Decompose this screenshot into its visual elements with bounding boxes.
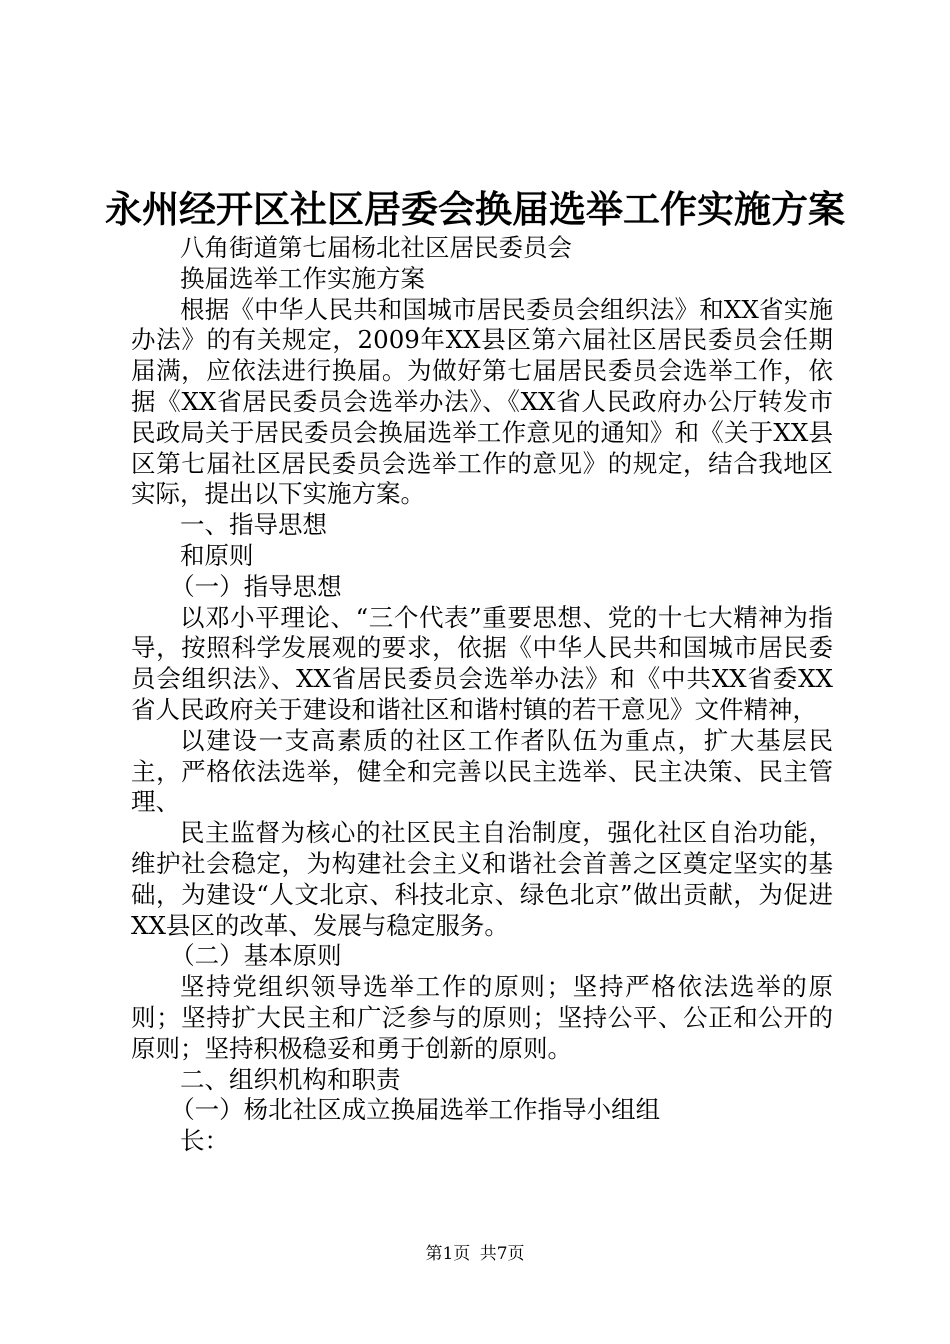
paragraph-principles: 坚持党组织领导选举工作的原则；坚持严格依法选举的原则；坚持扩大民主和广泛参与的原则；坚持公平、公正和公开的原则；坚持积极稳妥和勇于创新的原则。	[131, 972, 833, 1063]
paragraph-guiding-thought: 以邓小平理论、“三个代表”重要思想、党的十七大精神为指导，按照科学发展观的要求，依据《中华人民共和国城市居民委员会组织法》、XX省居民委员会选举办法》和《中共XX省委XX省人民政府关于建设和谐社区和谐村镇的若干意见》文件精神，	[131, 602, 833, 724]
paragraph-intro: 根据《中华人民共和国城市居民委员会组织法》和XX省实施办法》的有关规定，2009年XX县区第六届社区居民委员会任期届满，应依法进行换届。为做好第七届居民委员会选举工作，依据《XX省居民委员会选举办法》、《XX省人民政府办公厅转发市民政局关于居民委员会换届选举工作意见的通知》和《关于XX县区第七届社区居民委员会选举工作的意见》的规定，结合我地区实际，提出以下实施方案。	[131, 294, 833, 509]
page-footer	[0, 1243, 950, 1265]
section-heading-2: 二、组织机构和职责	[180, 1064, 401, 1094]
subsection-heading-guiding-thought: （一）指导思想	[170, 571, 342, 601]
paragraph-subtitle-1: 八角街道第七届杨北社区居民委员会	[180, 233, 572, 262]
subsection-heading-leading-group: （一）杨北社区成立换届选举工作指导小组组	[170, 1095, 661, 1125]
paragraph-subtitle-2: 换届选举工作实施方案	[180, 263, 425, 293]
paragraph-leader: 长：	[180, 1126, 229, 1156]
document-title: 永州经开区社区居委会换届选举工作实施方案	[105, 187, 845, 231]
paragraph-focus: 以建设一支高素质的社区工作者队伍为重点，扩大基层民主，严格依法选举，健全和完善以民主选举、民主决策、民主管理、	[131, 725, 833, 817]
page-number: 第1页	[425, 1244, 471, 1264]
subsection-heading-principles: （二）基本原则	[170, 941, 342, 971]
page-total: 共7页	[479, 1244, 525, 1264]
document-body	[131, 233, 833, 1157]
section-heading-1: 一、指导思想	[180, 510, 327, 540]
section-heading-1-cont: 和原则	[180, 540, 254, 570]
paragraph-supervision: 民主监督为核心的社区民主自治制度，强化社区自治功能，维护社会稳定，为构建社会主义和谐社会首善之区奠定坚实的基础，为建设“人文北京、科技北京、绿色北京”做出贡献，为促进XX县区的改革、发展与稳定服务。	[131, 818, 833, 940]
